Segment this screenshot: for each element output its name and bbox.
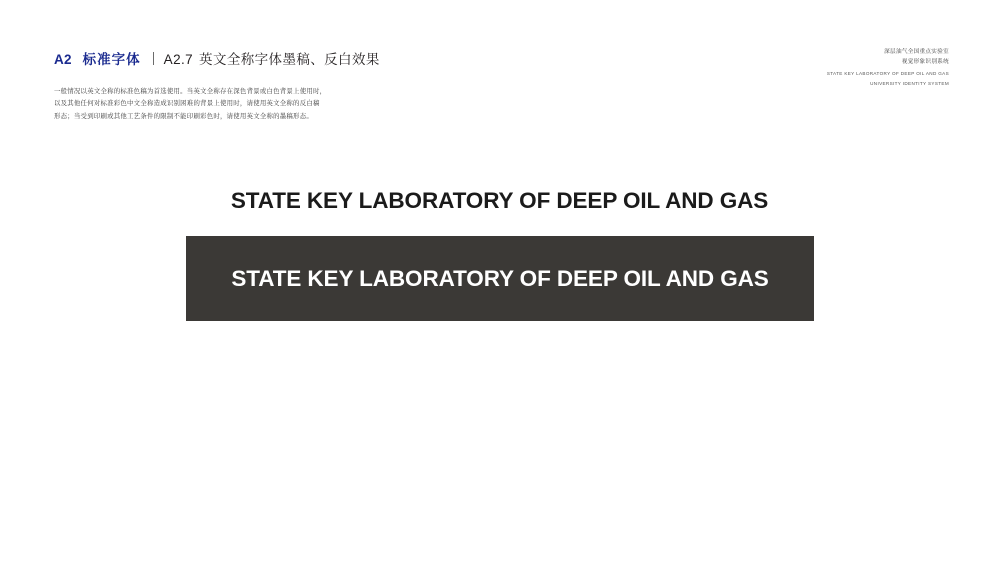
intro-line-1: 一般情况以英文全称的标准色稿为首选使用。当英文全称存在深色背景或白色背景上使用时， [54,88,327,95]
intro-line-2: 以及其他任何对标准彩色中文全称造成识别困难的背景上使用时，请使用英文全称的反白稿 [54,100,320,108]
specimen-positive-text: STATE KEY LABORATORY OF DEEP OIL AND GAS [230,188,769,213]
brand-cn-line-2: 视觉形象识别系统 [901,58,949,65]
brand-cn-line-1: 深层油气全国重点实验室 [884,49,949,55]
intro-paragraph [54,86,384,123]
section-title-cn: 标准字体 [82,52,141,67]
section-code: A2 [54,52,72,67]
specimen-reversed-panel [186,236,814,321]
page-header [54,48,380,68]
header-divider [153,52,154,65]
brand-identity-block [827,48,949,89]
specimen-reversed-text: STATE KEY LABORATORY OF DEEP OIL AND GAS [231,265,769,291]
brand-en-line-2: UNIVERSITY IDENTITY SYSTEM [870,81,949,87]
subsection-title: 英文全称字体墨稿、反白效果 [199,52,380,67]
brand-en-line-1: STATE KEY LABORATORY OF DEEP OIL AND GAS [826,70,949,76]
subsection-number: A2.7 [163,52,194,67]
intro-line-3: 形态；当受到印刷或其他工艺条件的限制不能印刷彩色时，请使用英文全称的墨稿形态。 [54,112,313,120]
